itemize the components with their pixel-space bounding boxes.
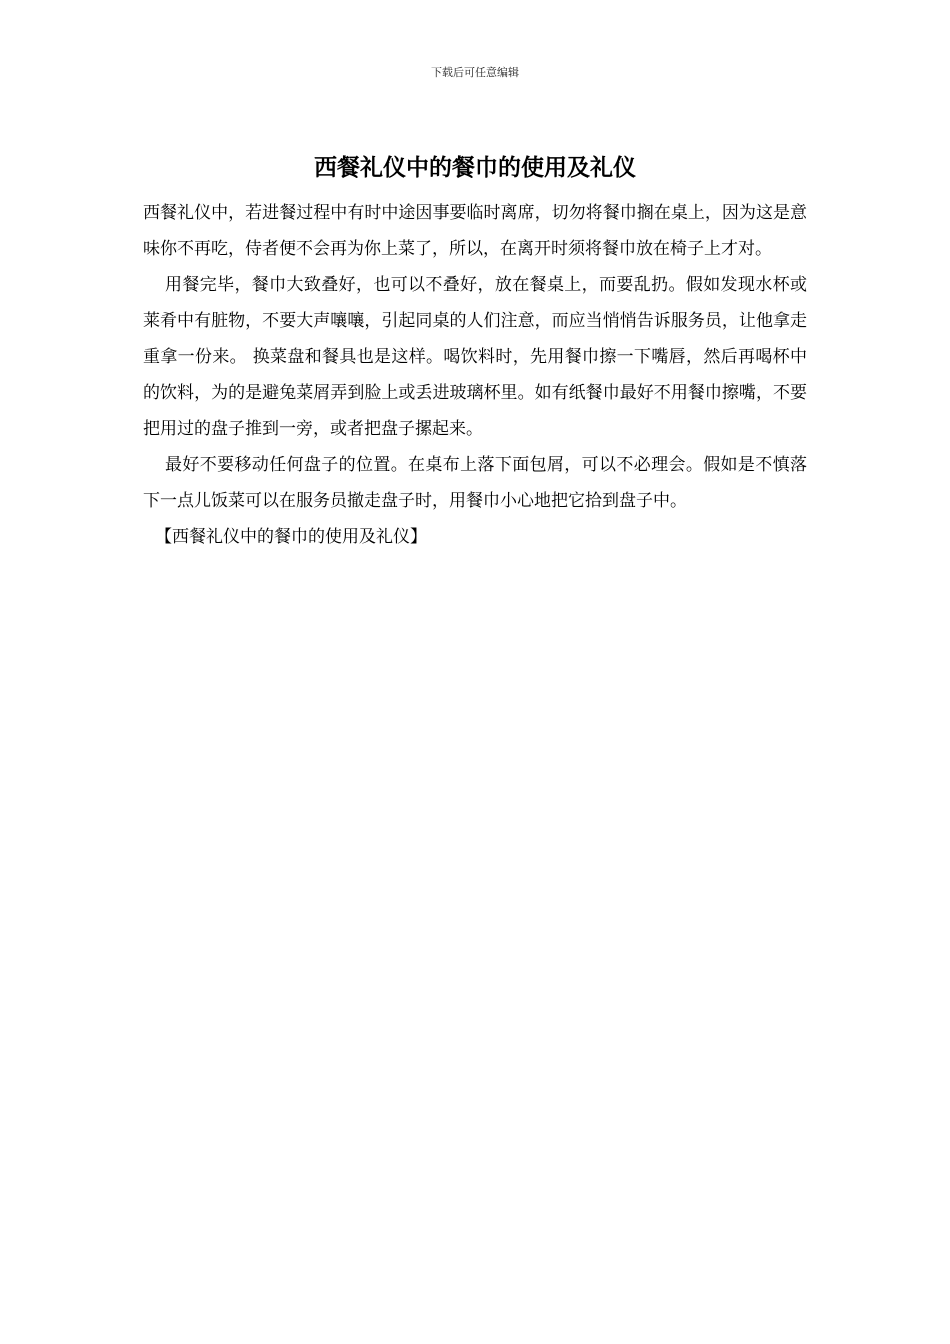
page-header: 下载后可任意编辑 [431, 66, 519, 79]
document-body [143, 195, 807, 555]
paragraph-plates: 最好不要移动任何盘子的位置。在桌布上落下面包屑，可以不必理会。假如是不慎落下一点儿饭菜可以在服务员撤走盘子时，用餐巾小心地把它拾到盘子中。 [143, 455, 807, 511]
paragraph-after-meal: 用餐完毕，餐巾大致叠好，也可以不叠好，放在餐桌上，而要乱扔。假如发现水杯或莱肴中有脏物，不要大声嚷嚷，引起同桌的人们注意，而应当悄悄告诉服务员，让他拿走重拿一份来。 换菜盘和餐具也是这样。喝饮料时，先用餐巾擦一下嘴唇，然后再喝杯中的饮料，为的是避兔菜屑弄到脸上或丢进玻璃杯里。如有纸餐巾最好不用餐巾擦嘴，不要把用过的盘子推到一旁，或者把盘子摞起来。 [143, 275, 807, 439]
document-footer-tag: 【西餐礼仪中的餐巾的使用及礼仪】 [155, 527, 427, 547]
document-title: 西餐礼仪中的餐巾的使用及礼仪 [314, 154, 636, 181]
paragraph-intro: 西餐礼仪中，若进餐过程中有时中途因事要临时离席，切勿将餐巾搁在桌上，因为这是意味你不再吃，侍者便不会再为你上菜了，所以，在离开时须将餐巾放在椅子上才对。 [143, 203, 807, 259]
